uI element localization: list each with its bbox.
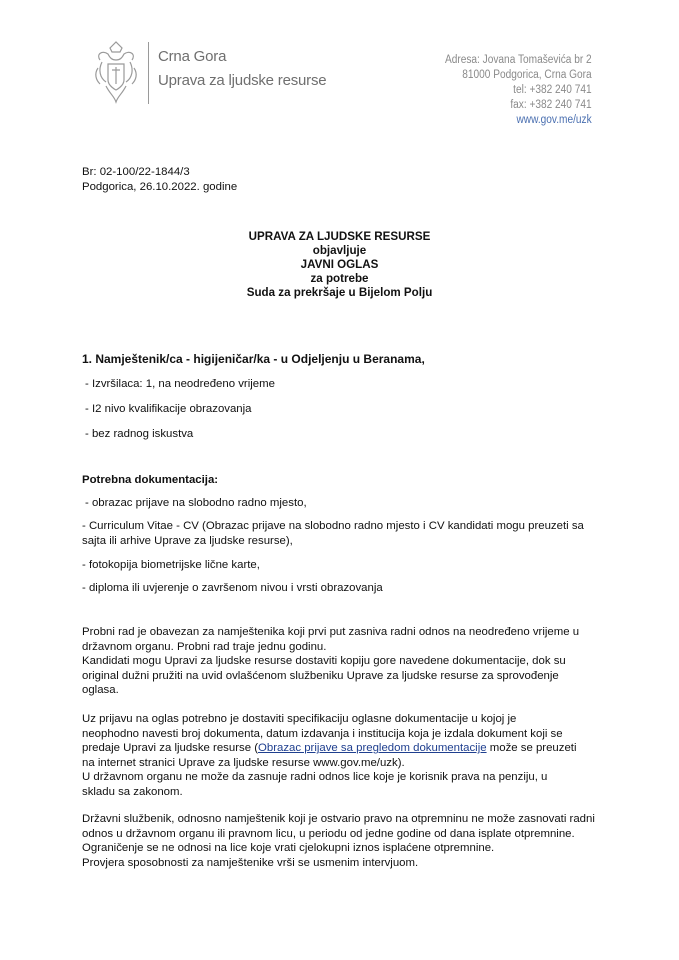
para3-line: odnos u državnom organu ili pravnom licu, u periodu od jedne godine od dana isplate otpremnine. <box>82 827 575 840</box>
documentation-heading: Potrebna dokumentacija: <box>82 474 219 486</box>
place-date: Podgorica, 26.10.2022. godine <box>82 180 238 193</box>
position-item-qualification: - I2 nivo kvalifikacije obrazovanja <box>85 403 252 415</box>
coat-of-arms-logo <box>92 40 140 106</box>
title-for-needs: za potrebe <box>310 272 369 285</box>
para2-line1: Uz prijavu na oglas potrebno je dostaviti specifikaciju oglasne dokumentacije u kojoj je <box>82 713 517 725</box>
doc-item-cv-line1: - Curriculum Vitae - CV (Obrazac prijave na slobodno radno mjesto i CV kandidati mogu preuzeti sa <box>82 520 584 532</box>
para2-line2: neophodno navesti broj dokumenta, datum izdavanja i institucija koja je izdala dokument koji se <box>82 727 563 740</box>
title-public-notice: JAVNI OGLAS <box>300 258 379 271</box>
header-divider <box>148 42 149 104</box>
probation-paragraph <box>82 625 579 698</box>
doc-item-diploma: - diploma ili uvjerenje o završenom nivou i vrsti obrazovanja <box>82 582 383 594</box>
para2-line4: na internet stranici Uprave za ljudske resurse www.gov.me/uzk). <box>82 756 405 769</box>
contact-block <box>445 53 592 128</box>
title-publishes: objavljuje <box>312 244 367 257</box>
doc-item-id-card: - fotokopija biometrijske lične karte, <box>82 559 260 571</box>
reference-block <box>82 165 237 194</box>
para2-line3 <box>82 741 576 756</box>
doc-item-application-form: - obrazac prijave na slobodno radno mjesto, <box>85 497 307 509</box>
para2-line6: skladu sa zakonom. <box>82 785 183 798</box>
para1-line: državnom organu. Probni rad traje jednu godinu. <box>82 640 327 653</box>
organization-name <box>158 45 326 93</box>
para1-line: oglasa. <box>82 684 119 697</box>
title-agency: UPRAVA ZA LJUDSKE RESURSE <box>248 230 431 243</box>
position-item-executors: - Izvršilaca: 1, na neodređeno vrijeme <box>85 378 275 390</box>
city-line: 81000 Podgorica, Crna Gora <box>462 69 592 81</box>
org-agency: Uprava za ljudske resurse <box>158 72 327 89</box>
application-form-link[interactable]: Obrazac prijave sa pregledom dokumentacije <box>258 742 487 755</box>
para2-line5: U državnom organu ne može da zasnuje radni odnos lice koje je korisnik prava na penziju, u <box>82 771 548 784</box>
doc-item-cv <box>82 519 584 548</box>
para3-line: Ograničenje se ne odnosi na lice koje vrati cjelokupni iznos isplaćene otpremnine. <box>82 842 495 855</box>
position-heading: 1. Namještenik/ca - higijeničar/ka - u Odjeljenju u Beranama, <box>82 352 425 366</box>
announcement-title <box>0 230 679 300</box>
para1-line: Kandidati mogu Upravi za ljudske resurse dostaviti kopiju gore navedene dokumentacije, dok su <box>82 655 566 668</box>
para3-line: Provjera sposobnosti za namještenike vrši se usmenim intervjuom. <box>82 856 419 869</box>
para2-line3-post: može se preuzeti <box>486 742 577 755</box>
specification-paragraph <box>82 712 576 800</box>
para1-line: original dužni pružiti na uvid ovlašćenom službeniku Uprave za ljudske resurse za sprovođenje <box>82 669 559 682</box>
para1-line: Probni rad je obavezan za namještenika koji prvi put zasniva radni odnos na neodređeno vrijeme u <box>82 626 580 638</box>
para2-line3-pre: predaje Upravi za ljudske resurse ( <box>82 742 258 755</box>
phone-line: tel: +382 240 741 <box>513 84 592 96</box>
doc-item-cv-line2: sajta ili arhive Uprave za ljudske resurse), <box>82 534 293 547</box>
title-court: Suda za prekršaje u Bijelom Polju <box>246 286 433 299</box>
severance-paragraph <box>82 812 595 870</box>
website-link[interactable]: www.gov.me/uzk <box>516 114 592 126</box>
reference-number: Br: 02-100/22-1844/3 <box>82 166 190 178</box>
para3-line: Državni službenik, odnosno namještenik koji je ostvario pravo na otpremninu ne može zasnovati radni <box>82 813 595 825</box>
fax-line: fax: +382 240 741 <box>510 99 592 111</box>
address-line: Adresa: Jovana Tomaševića br 2 <box>445 54 592 66</box>
position-item-experience: - bez radnog iskustva <box>85 428 194 440</box>
org-country: Crna Gora <box>158 48 227 65</box>
